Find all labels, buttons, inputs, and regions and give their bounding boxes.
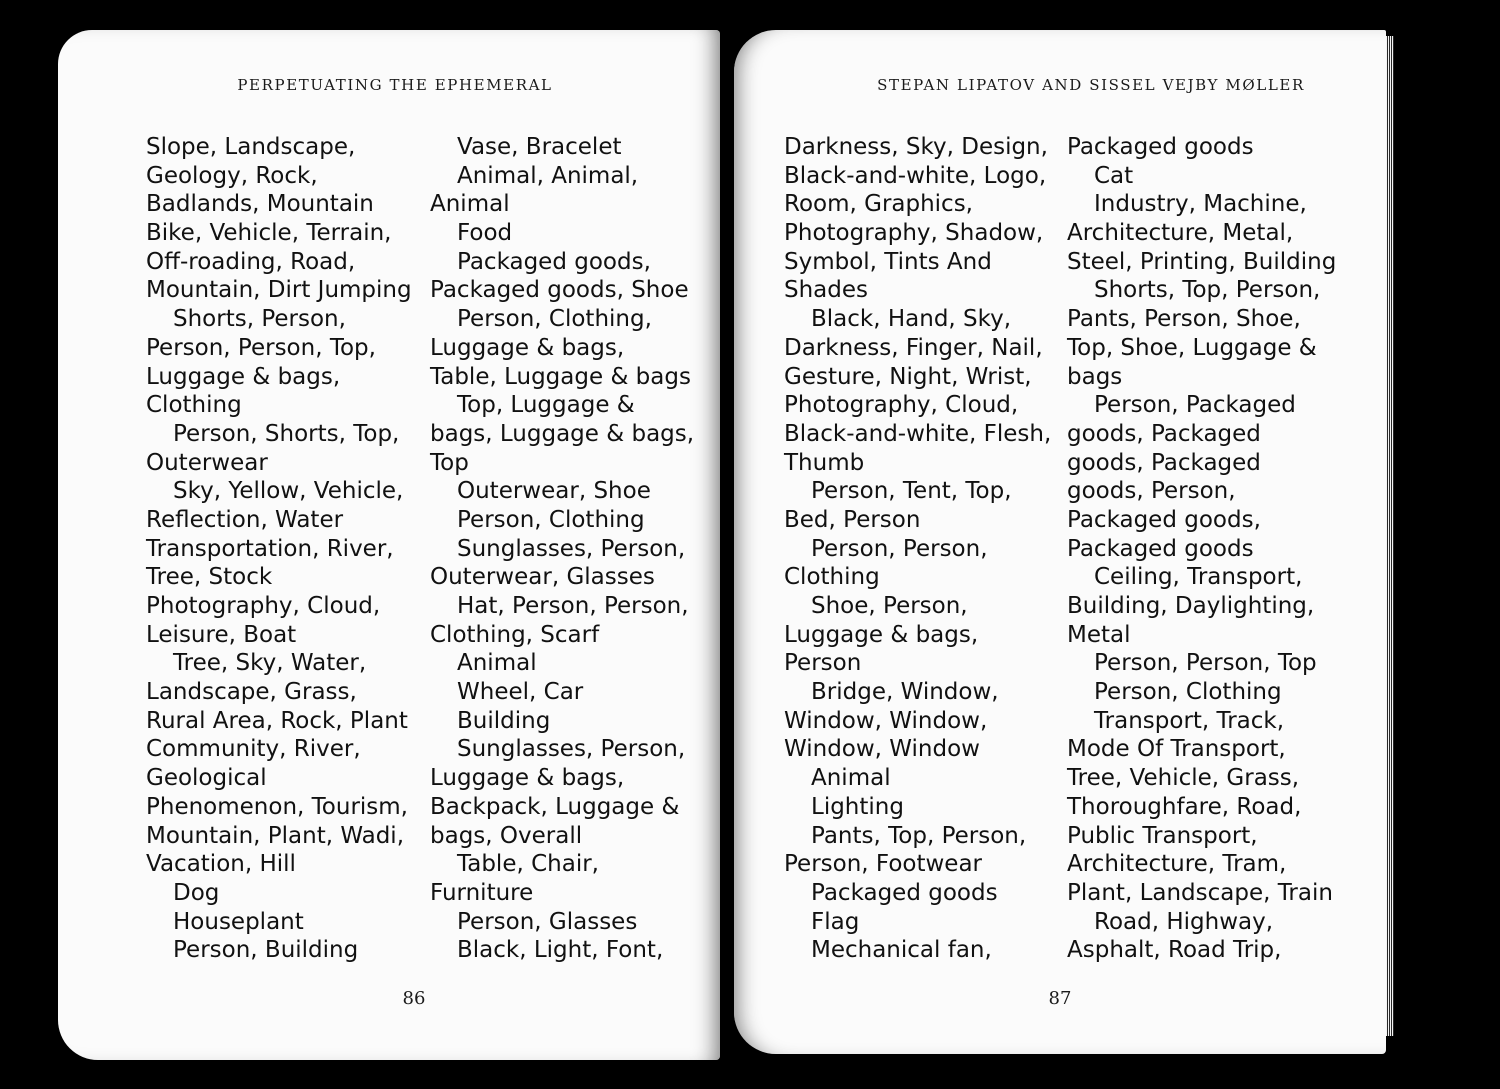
keyword-line: goods, Packaged: [1067, 449, 1261, 476]
keyword-line: Person, Packaged: [1094, 392, 1296, 419]
keyword-line: Industry, Machine,: [1094, 191, 1307, 218]
keyword-line: Bed, Person: [784, 506, 921, 533]
keyword-line: Packaged goods: [1067, 535, 1254, 562]
keyword-line: Photography, Shadow,: [784, 220, 1044, 247]
keyword-line: goods, Packaged: [1067, 420, 1261, 447]
keyword-line: Wheel, Car: [457, 679, 584, 706]
keyword-line: Packaged goods,: [1067, 506, 1261, 533]
keyword-line: Person, Footwear: [784, 851, 982, 878]
keyword-line: Photography, Cloud,: [146, 593, 381, 619]
keyword-line: Animal: [430, 191, 510, 218]
keyword-line: Building, Daylighting,: [1067, 593, 1315, 619]
keyword-line: Sunglasses, Person,: [457, 736, 686, 763]
keyword-line: Packaged goods, Shoe: [430, 277, 689, 304]
keyword-line: Thoroughfare, Road,: [1067, 793, 1302, 820]
keyword-line: Tree, Sky, Water,: [173, 650, 367, 677]
keyword-line: Window, Window: [784, 736, 980, 763]
keyword-line: Landscape, Grass,: [146, 679, 357, 706]
keyword-line: Black, Light, Font,: [457, 937, 664, 964]
keyword-line: bags, Overall: [430, 822, 583, 849]
keyword-line: Food: [457, 220, 513, 247]
keyword-line: Top: [430, 449, 469, 476]
keyword-line: Black-and-white, Flesh,: [784, 420, 1052, 447]
keyword-line: Photography, Cloud,: [784, 392, 1019, 419]
keyword-line: Slope, Landscape,: [146, 134, 356, 160]
keyword-line: Building: [457, 707, 551, 734]
keyword-line: Person, Clothing: [1094, 679, 1282, 706]
keyword-line: Room, Graphics,: [784, 191, 973, 218]
keyword-line: Vase, Bracelet: [457, 134, 622, 160]
keyword-line: Hat, Person, Person,: [457, 593, 689, 619]
running-head-left: PERPETUATING THE EPHEMERAL: [237, 76, 553, 94]
keyword-line: Lighting: [811, 793, 904, 820]
keyword-line: Outerwear: [146, 449, 268, 476]
keyword-line: Sunglasses, Person,: [457, 535, 686, 562]
keyword-line: Shorts, Person,: [173, 306, 346, 333]
left-page-column-2: [430, 133, 694, 965]
keyword-line: bags, Luggage & bags,: [430, 420, 695, 447]
keyword-line: Darkness, Sky, Design,: [784, 134, 1048, 160]
keyword-line: Transport, Track,: [1094, 707, 1285, 734]
keyword-line: Geology, Rock,: [146, 162, 318, 189]
keyword-line: Mode Of Transport,: [1067, 736, 1286, 763]
keyword-line: goods, Person,: [1067, 478, 1236, 505]
keyword-line: Person, Person, Top: [1094, 650, 1317, 677]
page-edge-stack: [1386, 36, 1394, 1036]
keyword-line: Table, Luggage & bags: [430, 363, 691, 390]
keyword-line: Community, River,: [146, 736, 361, 763]
keyword-line: Person, Building: [173, 937, 359, 964]
keyword-line: Flag: [811, 908, 860, 935]
keyword-line: Bike, Vehicle, Terrain,: [146, 220, 392, 247]
keyword-line: Houseplant: [173, 908, 304, 935]
keyword-line: Top, Luggage &: [457, 392, 635, 419]
page-number-left: 86: [402, 988, 426, 1009]
left-page: [58, 30, 720, 1060]
keyword-line: Ceiling, Transport,: [1094, 564, 1303, 591]
keyword-line: Geological: [146, 765, 267, 792]
page-number-right: 87: [1048, 988, 1072, 1009]
keyword-line: Reflection, Water: [146, 506, 344, 533]
keyword-line: Person, Shorts, Top,: [173, 420, 400, 447]
keyword-line: Luggage & bags,: [146, 363, 341, 390]
keyword-line: Clothing: [784, 564, 880, 591]
keyword-line: Clothing: [146, 392, 242, 419]
keyword-line: Pants, Top, Person,: [811, 822, 1027, 849]
keyword-line: Thumb: [784, 449, 865, 476]
keyword-line: Mountain, Dirt Jumping: [146, 277, 412, 304]
keyword-line: Person: [784, 650, 862, 677]
right-page: [734, 30, 1386, 1054]
keyword-line: Packaged goods: [811, 879, 998, 906]
left-page-column-1: [146, 133, 412, 965]
keyword-line: Badlands, Mountain: [146, 191, 374, 218]
keyword-line: Leisure, Boat: [146, 621, 297, 648]
keyword-line: Dog: [173, 879, 220, 906]
keyword-line: Animal, Animal,: [457, 162, 639, 189]
keyword-line: Tree, Vehicle, Grass,: [1067, 765, 1300, 792]
keyword-line: Person, Person,: [811, 535, 988, 562]
keyword-line: Animal: [457, 650, 537, 677]
keyword-line: Architecture, Metal,: [1067, 220, 1294, 247]
keyword-line: Pants, Person, Shoe,: [1067, 306, 1301, 333]
keyword-line: Sky, Yellow, Vehicle,: [173, 478, 404, 505]
keyword-line: Phenomenon, Tourism,: [146, 793, 408, 820]
keyword-line: Symbol, Tints And: [784, 248, 992, 275]
keyword-line: Person, Tent, Top,: [811, 478, 1012, 505]
running-head-right: STEPAN LIPATOV AND SISSEL VEJBY MØLLER: [877, 76, 1305, 94]
keyword-line: Rural Area, Rock, Plant: [146, 707, 408, 734]
keyword-line: Luggage & bags,: [430, 334, 625, 361]
right-page-column-2: [1067, 133, 1336, 965]
right-page-column-1: [784, 133, 1051, 965]
keyword-line: Outerwear, Shoe: [457, 478, 651, 505]
keyword-line: Luggage & bags,: [784, 621, 979, 648]
keyword-line: Person, Clothing: [457, 506, 645, 533]
keyword-line: Black-and-white, Logo,: [784, 162, 1047, 189]
keyword-line: Shorts, Top, Person,: [1094, 277, 1321, 304]
keyword-line: Bridge, Window,: [811, 679, 999, 706]
keyword-line: Clothing, Scarf: [430, 621, 600, 648]
keyword-line: Luggage & bags,: [430, 765, 625, 792]
keyword-line: bags: [1067, 363, 1123, 390]
keyword-line: Plant, Landscape, Train: [1067, 879, 1333, 906]
keyword-line: Transportation, River,: [146, 535, 394, 562]
keyword-line: Architecture, Tram,: [1067, 851, 1287, 878]
keyword-line: Top, Shoe, Luggage &: [1067, 334, 1317, 361]
keyword-line: Tree, Stock: [146, 564, 273, 591]
keyword-line: Vacation, Hill: [146, 851, 296, 878]
keyword-line: Public Transport,: [1067, 822, 1258, 849]
keyword-line: Outerwear, Glasses: [430, 564, 655, 591]
keyword-line: Furniture: [430, 879, 534, 906]
keyword-line: Mountain, Plant, Wadi,: [146, 822, 405, 849]
keyword-line: Person, Glasses: [457, 908, 638, 935]
keyword-line: Packaged goods,: [457, 248, 651, 275]
keyword-line: Backpack, Luggage &: [430, 793, 680, 820]
keyword-line: Black, Hand, Sky,: [811, 306, 1012, 333]
keyword-line: Road, Highway,: [1094, 908, 1274, 935]
keyword-line: Person, Person, Top,: [146, 334, 376, 361]
keyword-line: Packaged goods: [1067, 134, 1254, 160]
keyword-line: Asphalt, Road Trip,: [1067, 937, 1282, 964]
keyword-line: Shoe, Person,: [811, 593, 968, 619]
keyword-line: Darkness, Finger, Nail,: [784, 334, 1043, 361]
keyword-line: Metal: [1067, 621, 1131, 648]
keyword-line: Mechanical fan,: [811, 937, 992, 964]
keyword-line: Animal: [811, 765, 891, 792]
keyword-line: Gesture, Night, Wrist,: [784, 363, 1032, 390]
keyword-line: Shades: [784, 277, 869, 304]
keyword-line: Steel, Printing, Building: [1067, 248, 1337, 275]
keyword-line: Person, Clothing,: [457, 306, 652, 333]
keyword-line: Cat: [1094, 162, 1134, 189]
keyword-line: Off-roading, Road,: [146, 248, 356, 275]
keyword-line: Window, Window,: [784, 707, 988, 734]
keyword-line: Table, Chair,: [457, 851, 599, 878]
